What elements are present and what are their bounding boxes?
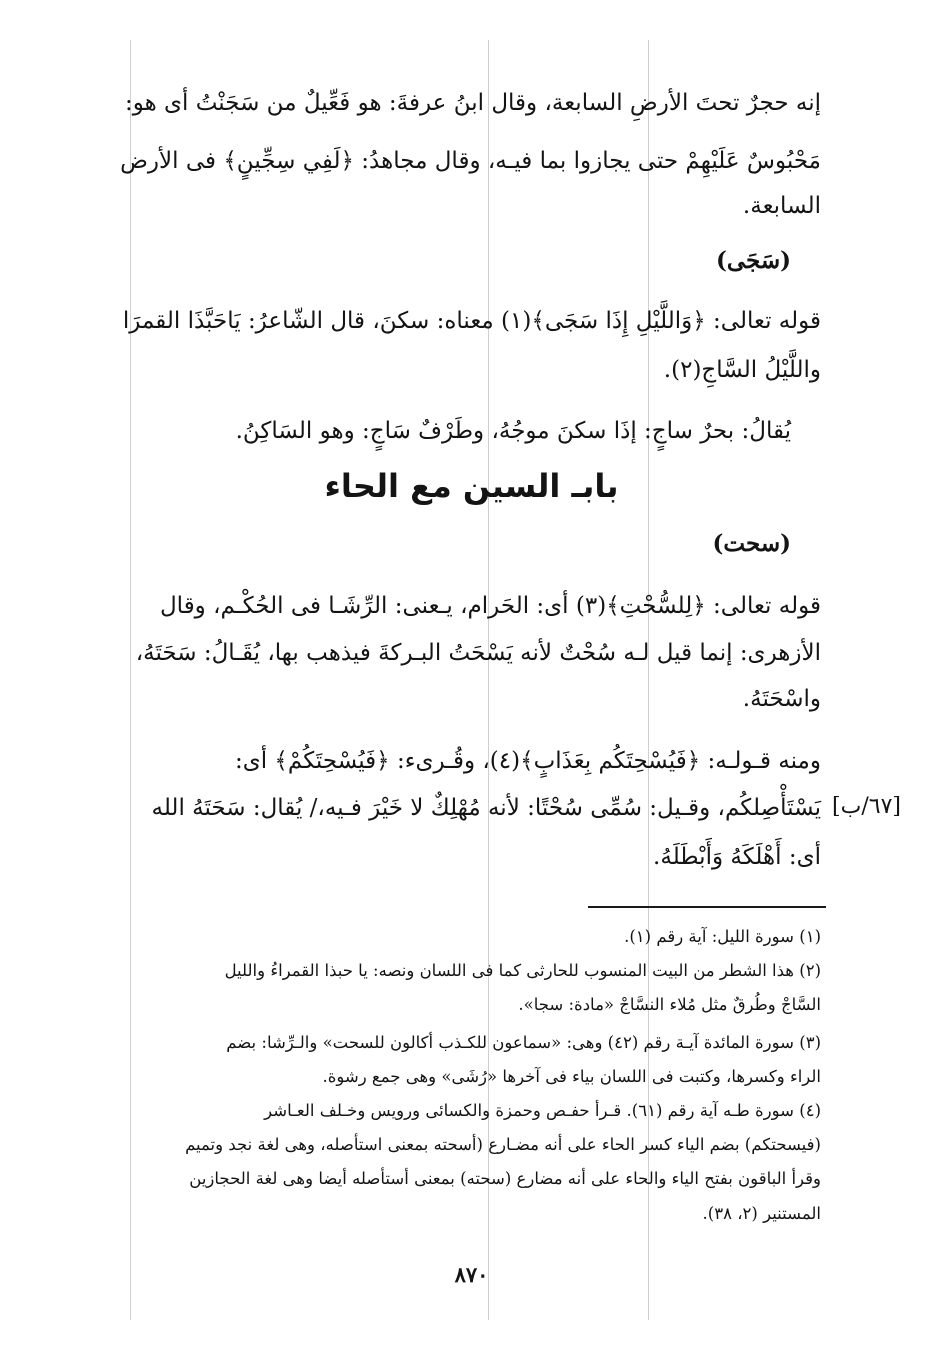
footnote-line: (٣) سورة المائدة آيـة رقم (٤٢) وهى: «سماعون للكـذب أكالون للسحت» والـرِّشا: بضم: [226, 1033, 821, 1052]
footnote-line: (٢) هذا الشطر من البيت المنسوب للحارثى كما فى اللسان ونصه: يا حبذا القمراءُ والليل: [224, 961, 821, 980]
text-line: قوله تعالى: ﴿وَاللَّيْلِ إِذَا سَجَى﴾(١) معناه: سكنَ، قال الشّاعرُ: يَاحَبَّذَا القمرَا: [122, 308, 821, 334]
text-line: مَحْبُوسٌ عَلَيْهِمْ حتى يجازوا بما فيـه، وقال مجاهدُ: ﴿لَفِي سِجِّينٍ﴾ فى الأرض: [120, 148, 821, 174]
text-line: ومنه قـولـه: ﴿فَيُسْحِتَكُم بِعَذَابٍ﴾(٤)، وقُـرىء: ﴿فَيُسْحِتَكُمْ﴾ أى:: [234, 748, 821, 774]
text-line: واسْحَتَهُ.: [742, 686, 821, 712]
footnote-line: وقرأ الباقون بفتح الياء والحاء على أنه مضارع (سحته) بمعنى أستأصله أيضا وهى لغة الحجازين: [189, 1169, 821, 1188]
folio-marker: [٦٧/ب]: [832, 794, 901, 819]
footnote-separator: [588, 906, 826, 908]
scan-artifact: [130, 40, 131, 1320]
chapter-title: بابـ السين مع الحاء: [324, 467, 619, 505]
footnote-line: (فيسحتكم) بضم الياء كسر الحاء على أنه مضـارع (أسحته بمعنى استأصله، وهى لغة نجد وتميم: [185, 1135, 821, 1154]
scan-artifact: [488, 40, 489, 1320]
footnote-line: (٤) سورة طـه آية رقم (٦١). قـرأ حفـص وحمزة والكسائى ورويس وخـلف العـاشر: [264, 1101, 821, 1120]
footnote-line: السَّاجْ وطُرقٌ مثل مُلاء النسَّاجْ «مادة: سجا».: [518, 995, 821, 1014]
footnote-line: (١) سورة الليل: آية رقم (١).: [624, 927, 821, 946]
text-line: قوله تعالى: ﴿لِلسُّحْتِ﴾(٣) أى: الحَرام، يـعنى: الرِّشَـا فى الحُكْـم، وقال: [159, 593, 821, 619]
text-line: يُقالُ: بحرٌ ساجٍ: إذَا سكنَ موجُهُ، وطَرْفٌ سَاجٍ: وهو السَاكِنُ.: [235, 418, 791, 444]
footnote-line: المستنير (٢، ٣٨).: [702, 1204, 821, 1223]
text-line: واللَّيْلُ السَّاجِ(٢).: [663, 357, 821, 383]
entry-heading: (سحت): [712, 530, 791, 557]
text-line: يَسْتَأْصِلكُم، وقـيل: سُمِّى سُحْتًا: لأنه مُهْلِكٌ لا خَيْرَ فـيه،/ يُقال: سَحَتَهُ الله: [151, 795, 821, 821]
page-number: ٨٧٠: [454, 1262, 489, 1287]
entry-heading: (سَجَى): [715, 247, 791, 274]
text-line: السابعة.: [742, 193, 821, 219]
footnote-line: الراء وكسرها، وكتبت فى اللسان بياء فى آخرها «رُشَى» وهى جمع رشوة.: [322, 1067, 821, 1086]
text-line: إنه حجرٌ تحتَ الأرضِ السابعة، وقال ابنُ عرفةَ: هو فَعِّيلٌ من سَجَنْتُ أى هو:: [124, 90, 821, 116]
scan-artifact: [648, 40, 649, 1320]
text-line: الأزهرى: إنما قيل لـه سُحْتٌ لأنه يَسْحَتُ البـركةَ فيذهب بها، يُقَـالُ: سَحَتَهُ،: [135, 640, 821, 666]
text-line: أى: أَهْلَكَهُ وَأَبْطَلَهُ.: [653, 844, 821, 870]
